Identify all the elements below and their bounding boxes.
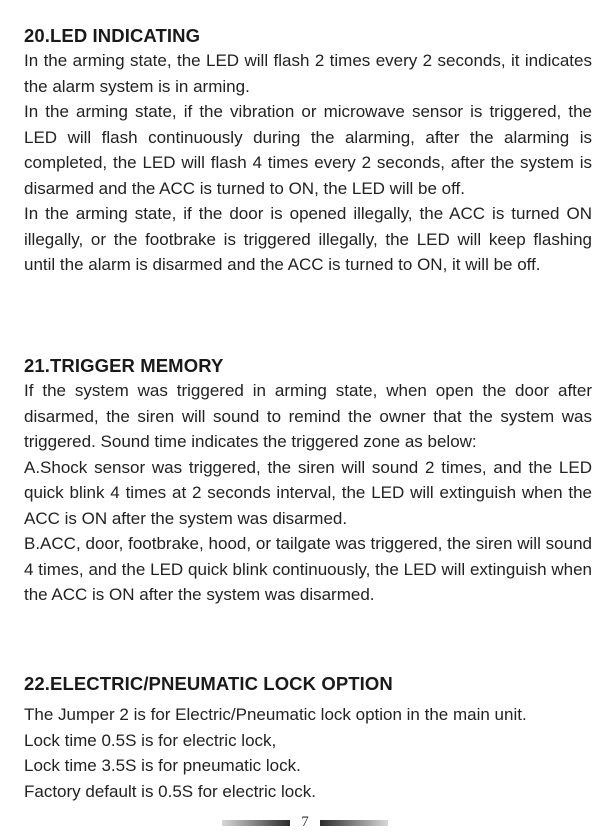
paragraph: In the arming state, if the vibration or microwave sensor is triggered, the LED will flash continuously during the alarming, after the alarming is completed, the LED will flash 4 times every 2 seconds, after the system is disarmed and the ACC is turned to ON, the LED will be off. bbox=[24, 102, 592, 198]
page-number: 7 bbox=[301, 814, 309, 830]
section-led-indicating bbox=[24, 24, 592, 278]
text-line: Lock time 3.5S is for pneumatic lock. bbox=[24, 756, 301, 775]
footer-divider-right bbox=[320, 820, 388, 826]
section-trigger-memory bbox=[24, 354, 592, 608]
section-heading: 21.TRIGGER MEMORY bbox=[24, 355, 224, 376]
paragraph: If the system was triggered in arming state, when open the door after disarmed, the siren will sound to remind the owner that the system was triggered. Sound time indicates the triggered zone as below: bbox=[24, 381, 592, 451]
text-line: Lock time 0.5S is for electric lock, bbox=[24, 730, 277, 750]
section-lock-option bbox=[24, 672, 592, 804]
text-line: The Jumper 2 is for Electric/Pneumatic lock option in the main unit. bbox=[24, 705, 527, 724]
paragraph: In the arming state, if the door is opened illegally, the ACC is turned ON illegally, or the footbrake is triggered illegally, the LED will keep flashing until the alarm is disarmed and the ACC is turned to ON, it will be off. bbox=[24, 204, 592, 274]
paragraph: B.ACC, door, footbrake, hood, or tailgate was triggered, the siren will sound 4 times, and the LED quick blink continuously, the LED will extinguish when the ACC is ON after the system was disarmed. bbox=[24, 534, 592, 604]
paragraph: A.Shock sensor was triggered, the siren will sound 2 times, and the LED quick blink 4 times at 2 seconds interval, the LED will extinguish when the ACC is ON after the system was disarmed. bbox=[24, 457, 592, 528]
section-heading: 20.LED INDICATING bbox=[24, 25, 201, 46]
footer-divider-left bbox=[222, 820, 290, 826]
text-line: Factory default is 0.5S for electric lock. bbox=[24, 781, 316, 801]
section-heading: 22.ELECTRIC/PNEUMATIC LOCK OPTION bbox=[24, 673, 393, 694]
paragraph: In the arming state, the LED will flash 2 times every 2 seconds, it indicates the alarm system is in arming. bbox=[24, 51, 592, 96]
page-footer bbox=[0, 812, 613, 832]
